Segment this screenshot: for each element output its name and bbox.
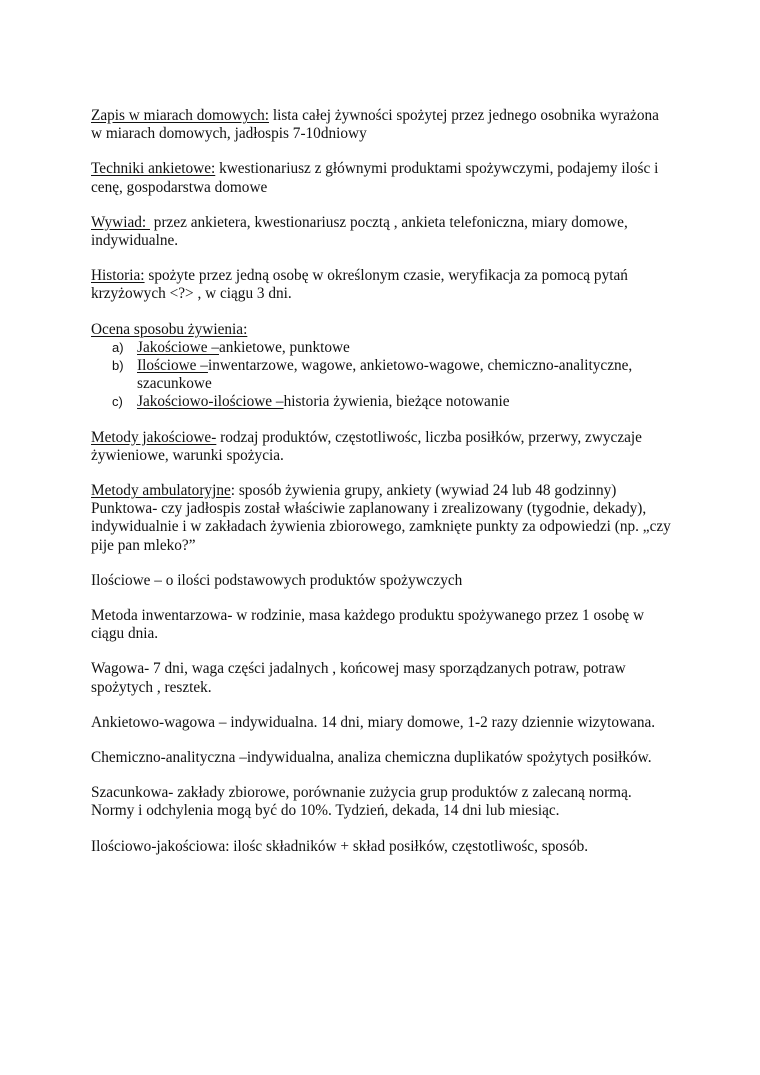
list-item (91, 393, 671, 411)
list-item-label: Jakościowo-ilościowe – (137, 393, 284, 411)
term-label: Metody ambulatoryjne (91, 482, 231, 500)
paragraph-ilosciowe: Ilościowe – o ilości podstawowych produktów spożywczych (91, 571, 463, 589)
paragraph-szacunkowa: Szacunkowa- zakłady zbiorowe, porównanie zużycia grup produktów z zalecaną normą. Normy i odchylenia mogą być do 10%. Tydzień, dekada, 14 dni lub miesiąc. (91, 784, 632, 820)
term-definition: przez ankietera, kwestionariusz pocztą , ankieta telefoniczna, miary domowe, indywidualne. (91, 213, 628, 250)
term-label: Historia: (91, 267, 145, 285)
paragraph-chemiczno-analityczna: Chemiczno-analityczna –indywidualna, analiza chemiczna duplikatów spożytych posiłków. (91, 749, 652, 767)
list-item (91, 357, 671, 393)
list-item (91, 339, 671, 357)
paragraph-zapis (91, 107, 671, 143)
term-label: Zapis w miarach domowych: (91, 107, 269, 124)
term-definition: : sposób żywienia grupy, ankiety (wywiad 24 lub 48 godzinny) (230, 482, 617, 500)
paragraph-metody-ambulatoryjne (91, 482, 671, 555)
paragraph-ocena-heading (91, 321, 671, 339)
paragraph-wagowa: Wagowa- 7 dni, waga części jadalnych , końcowej masy sporządzanych potraw, potraw spożytych , resztek. (91, 660, 626, 696)
term-label: Techniki ankietowe: (91, 160, 216, 178)
term-definition: kwestionariusz z głównymi produktami spożywczymi, podajemy ilośc i cenę, gospodarstwa domowe (91, 160, 659, 196)
list-item-text: inwentarzowe, wagowe, ankietowo-wagowe, chemiczno-analityczne, szacunkowe (137, 357, 633, 393)
paragraph-inwentarzowa: Metoda inwentarzowa- w rodzinie, masa każdego produktu spożywanego przez 1 osobę w ciągu dnia. (91, 607, 645, 643)
term-definition: spożyte przez jedną osobę w określonym czasie, weryfikacja za pomocą pytań krzyżowych <?> , w ciągu 3 dni. (91, 267, 628, 303)
term-definition: lista całej żywności spożytej przez jednego osobnika wyrażona w miarach domowych, jadłospis 7-10dniowy (91, 107, 659, 143)
term-definition: rodzaj produktów, częstotliwośc, liczba posiłków, przerwy, zwyczaje żywieniowe, warunki spożycia. (91, 428, 642, 464)
paragraph-historia (91, 267, 671, 303)
list-marker: c) (112, 394, 123, 410)
section-heading: Ocena sposobu żywienia: (91, 320, 248, 338)
paragraph-ilosciowo-jakosciowa: Ilościowo-jakościowa: ilośc składników + skład posiłków, częstotliwośc, sposób. (91, 837, 589, 855)
list-item-text: ankietowe, punktowe (219, 338, 350, 356)
term-label: Wywiad: (91, 213, 150, 231)
list-item-label: Jakościowe – (137, 338, 219, 356)
ocena-list (91, 339, 671, 412)
list-marker: a) (112, 339, 124, 355)
paragraph-wywiad (91, 214, 671, 250)
list-item-text: historia żywienia, bieżące notowanie (283, 393, 510, 411)
term-label: Metody jakościowe- (91, 428, 217, 446)
list-marker: b) (112, 358, 124, 374)
document-page (91, 107, 671, 873)
list-item-label: Ilościowe – (137, 357, 208, 375)
punktowa-text: Punktowa- czy jadłospis został właściwie zaplanowany i zrealizowany (tygodnie, dekady), indywidualnie i w zakładach żywienia zbiorowego, zamknięte punkty za odpowiedzi (np. „czy pije pan mleko?” (91, 500, 671, 554)
paragraph-techniki (91, 160, 671, 196)
paragraph-ankietowo-wagowa: Ankietowo-wagowa – indywidualna. 14 dni, miary domowe, 1-2 razy dziennie wizytowana. (91, 713, 656, 731)
paragraph-metody-jakosciowe (91, 429, 671, 465)
